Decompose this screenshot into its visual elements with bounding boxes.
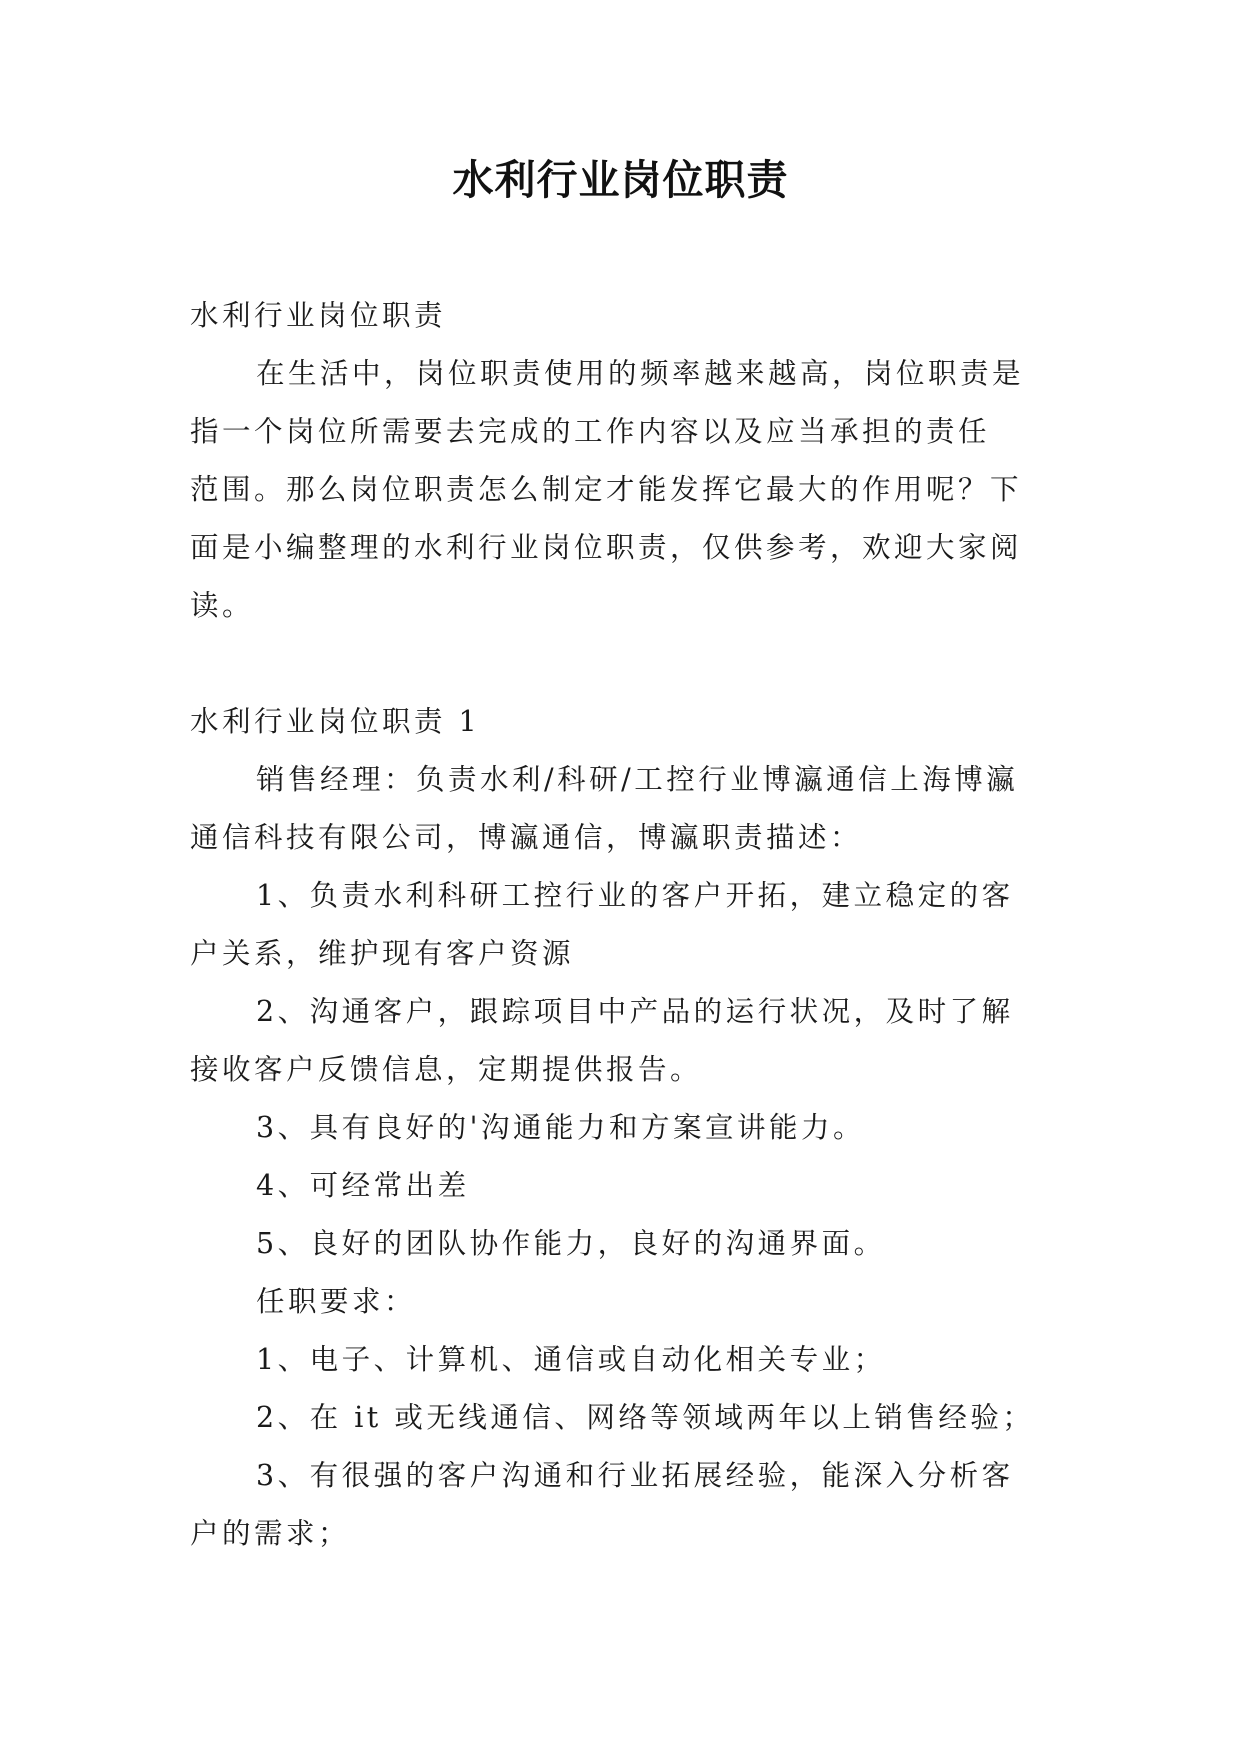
text-line: 接收客户反馈信息，定期提供报告。 <box>190 1053 703 1086</box>
text-line: 通信科技有限公司，博瀛通信，博瀛职责描述： <box>190 821 863 854</box>
text-line: 1、电子、计算机、通信或自动化相关专业； <box>256 1343 886 1376</box>
text-line: 指一个岗位所需要去完成的工作内容以及应当承担的责任 <box>190 415 991 448</box>
text-line: 水利行业岗位职责 1 <box>190 705 481 738</box>
document-body <box>190 287 1050 1563</box>
text-line: 读。 <box>190 589 255 622</box>
paragraph-gap <box>190 635 1050 693</box>
text-line: 范围。那么岗位职责怎么制定才能发挥它最大的作用呢？下 <box>190 473 1023 506</box>
text-line: 3、有很强的客户沟通和行业拓展经验，能深入分析客 <box>256 1459 1014 1492</box>
text-line: 3、具有良好的'沟通能力和方案宣讲能力。 <box>256 1111 865 1144</box>
text-line: 在生活中，岗位职责使用的频率越来越高，岗位职责是 <box>256 357 1025 390</box>
text-line: 水利行业岗位职责 <box>190 299 447 332</box>
text-line: 面是小编整理的水利行业岗位职责，仅供参考，欢迎大家阅 <box>190 531 1023 564</box>
text-line: 2、在 it 或无线通信、网络等领域两年以上销售经验； <box>256 1401 1035 1434</box>
text-line: 任职要求： <box>256 1285 417 1318</box>
text-line: 4、可经常出差 <box>256 1169 470 1202</box>
text-line: 5、良好的团队协作能力，良好的沟通界面。 <box>256 1227 886 1260</box>
text-line: 1、负责水利科研工控行业的客户开拓，建立稳定的客 <box>256 879 1014 912</box>
text-line: 2、沟通客户，跟踪项目中产品的运行状况，及时了解 <box>256 995 1014 1028</box>
text-line: 户关系，维护现有客户资源 <box>190 937 575 970</box>
text-line: 销售经理：负责水利/科研/工控行业博瀛通信上海博瀛 <box>256 763 1019 796</box>
text-line: 户的需求； <box>190 1517 351 1550</box>
document-title: 水利行业岗位职责 <box>452 156 789 204</box>
